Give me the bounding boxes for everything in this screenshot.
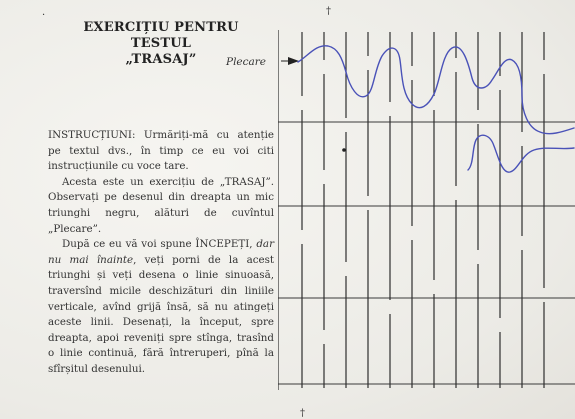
pen-trace-line-2	[468, 135, 574, 172]
title-line-1: EXERCIȚIU PENTRU TESTUL	[83, 20, 239, 51]
bottom-mark: †	[300, 408, 305, 419]
start-label: Plecare	[226, 56, 267, 68]
instructions-p3-end: , veți porni de la acest triunghi și veți desena o linie sinuoasă, traversînd micile deschizături din liniile verticale, avînd grijă însă, să nu atingeți aceste linii. Desenați, la început, spre dreapta, apoi reveniți spre stînga, trasînd o linie continuă, fără întreruperi, pînă la sfîrșitul desenului.	[48, 253, 274, 375]
maze-vertical-lines	[278, 30, 544, 390]
title-line-2: „TRASAJ”	[125, 52, 197, 67]
corner-mark-top-left: ·	[42, 10, 46, 21]
instructions-text	[48, 128, 274, 378]
pen-trace-line-1	[298, 46, 574, 134]
instructions-paragraph-2: Acesta este un exercițiu de „TRASAJ”. Observați pe desenul din dreapta un mic triunghi negru, alături de cuvîntul „Plecare”.	[48, 175, 274, 235]
start-triangle-icon	[288, 57, 299, 65]
instructions-paragraph-1: INSTRUCȚIUNI: Urmăriți-mă cu atenție pe textul dvs., în timp ce eu voi citi instrucțiunile cu voce tare.	[48, 129, 274, 173]
maze-dot-mark	[342, 148, 346, 152]
tracing-maze	[278, 0, 575, 419]
instructions-p3-start: După ce eu vă voi spune ÎNCEPEȚI,	[62, 238, 257, 251]
instructions-p3-emphasis: dar nu mai înainte	[48, 238, 274, 266]
maze-horizontal-lines	[278, 122, 575, 384]
corner-mark-top-right: †	[326, 6, 331, 17]
instructions-paragraph-3	[48, 237, 274, 377]
